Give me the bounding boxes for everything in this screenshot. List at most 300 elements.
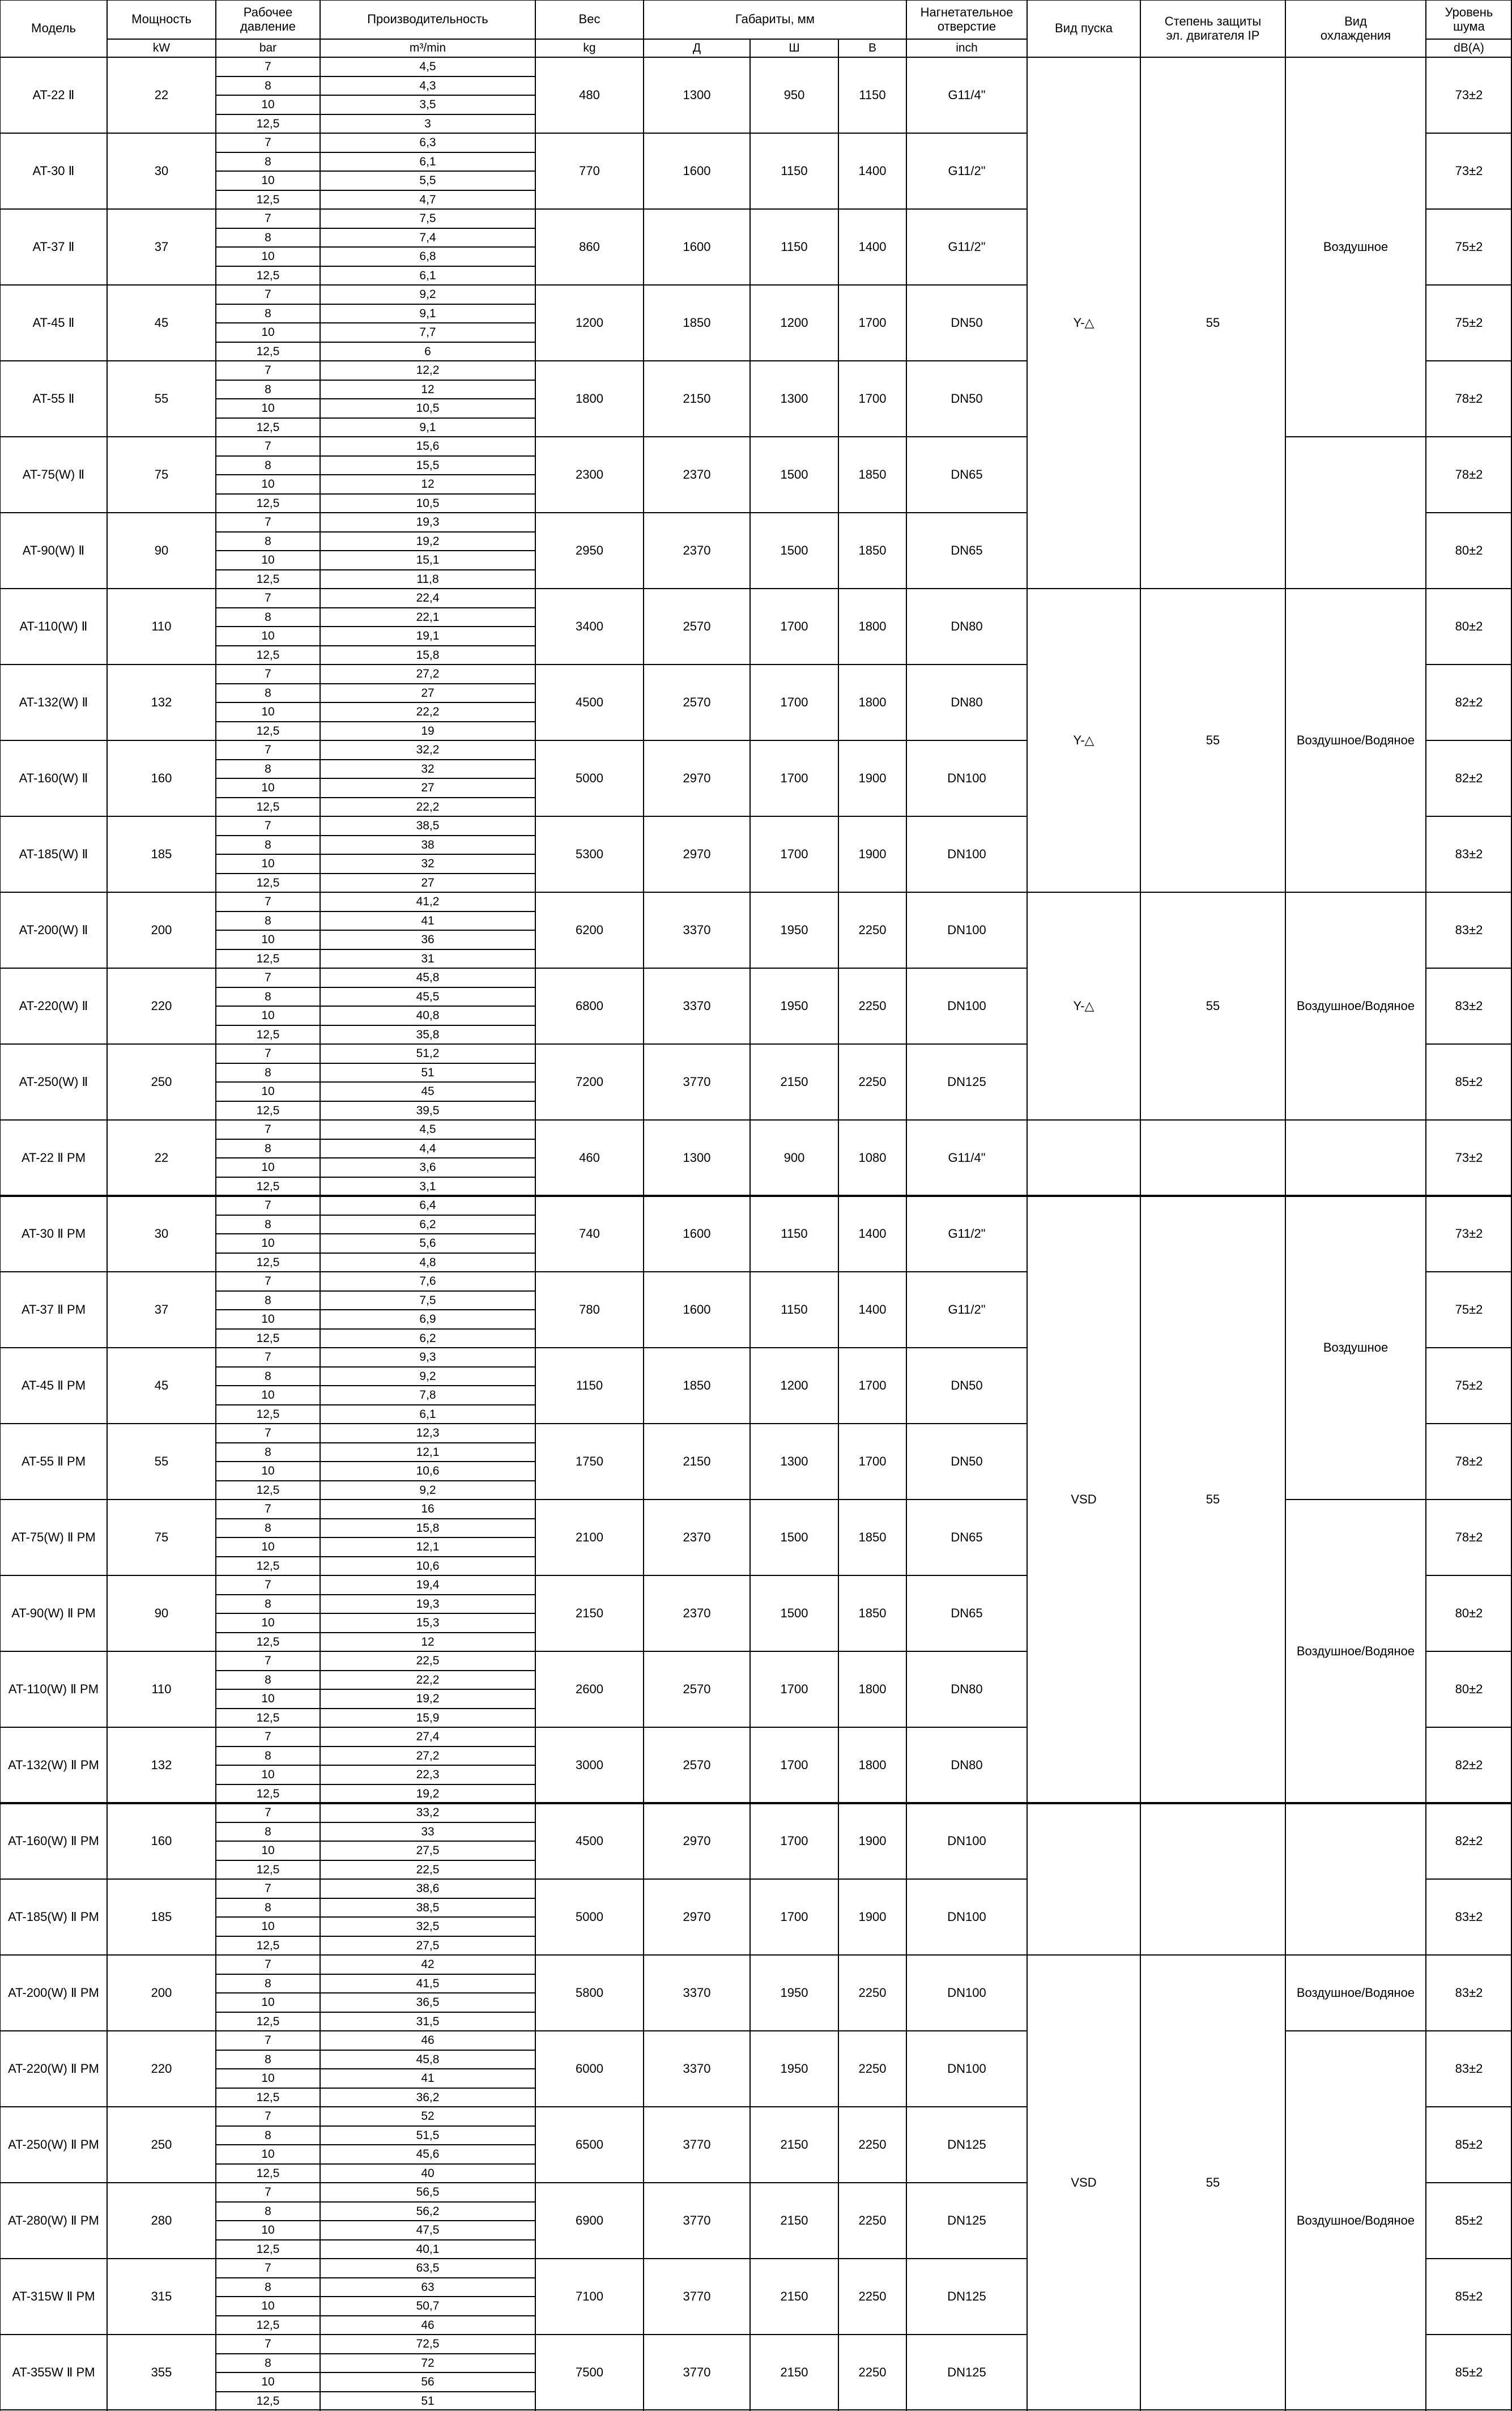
- capacity-value: 45,6: [416, 2148, 440, 2161]
- model-name: AT-185(W) Ⅱ PM: [8, 1909, 99, 1924]
- model-height: 1800: [858, 1757, 887, 1772]
- model-length: 3370: [683, 998, 711, 1013]
- grid-line: [216, 380, 536, 381]
- pressure-value: 12,5: [256, 117, 280, 130]
- model-name: AT-220(W) Ⅱ PM: [8, 2061, 99, 2076]
- grid-line: [1285, 0, 1286, 2411]
- capacity-value: 40,1: [416, 2242, 440, 2256]
- ip-rating: 55: [1206, 2175, 1220, 2190]
- model-noise: 73±2: [1455, 87, 1483, 102]
- pressure-value: 8: [265, 231, 271, 244]
- pressure-value: 7: [265, 1351, 271, 1364]
- pressure-value: 12,5: [256, 420, 280, 434]
- pressure-value: 12,5: [256, 1407, 280, 1421]
- unit-weight: kg: [583, 41, 596, 55]
- capacity-value: 11,8: [416, 572, 439, 586]
- capacity-value: 27: [421, 781, 435, 795]
- model-width: 900: [783, 1150, 805, 1165]
- model-power: 90: [154, 1605, 169, 1620]
- model-width: 1500: [780, 543, 808, 557]
- grid-line: [0, 1119, 1028, 1121]
- model-noise: 78±2: [1455, 1454, 1483, 1468]
- capacity-value: 27,5: [416, 1939, 440, 1952]
- capacity-value: 6,3: [419, 136, 436, 150]
- capacity-value: 22,3: [416, 1768, 440, 1782]
- model-power: 315: [151, 2289, 172, 2303]
- model-weight: 860: [579, 239, 600, 254]
- model-width: 1150: [781, 1302, 808, 1317]
- pressure-value: 7: [265, 1578, 271, 1592]
- grid-line: [216, 2296, 536, 2297]
- grid-line: [1027, 1954, 1141, 1956]
- capacity-value: 7,7: [419, 326, 436, 339]
- start-type: Y-△: [1073, 732, 1094, 747]
- pressure-value: 8: [265, 458, 271, 472]
- pressure-value: 7: [265, 895, 271, 909]
- model-weight: 740: [579, 1226, 600, 1241]
- grid-line: [906, 0, 907, 2411]
- capacity-value: 47,5: [416, 2223, 440, 2237]
- model-width: 2150: [780, 1074, 808, 1089]
- model-width: 1700: [780, 1833, 808, 1848]
- pressure-value: 7: [265, 1123, 271, 1136]
- grid-line: [1140, 1195, 1286, 1197]
- model-noise: 75±2: [1455, 1302, 1483, 1317]
- grid-line: [1426, 436, 1512, 437]
- pressure-value: 8: [265, 1217, 271, 1231]
- pressure-value: 12,5: [256, 876, 280, 889]
- pressure-value: 12,5: [256, 1331, 280, 1345]
- pressure-value: 10: [261, 250, 275, 263]
- model-length: 2970: [683, 1833, 711, 1848]
- grid-line: [216, 493, 536, 495]
- header-capacity: Производительность: [367, 12, 488, 27]
- grid-line: [1426, 133, 1512, 134]
- model-weight: 3400: [576, 619, 603, 633]
- capacity-value: 12: [421, 1635, 435, 1648]
- model-power: 110: [151, 1681, 172, 1696]
- grid-line: [216, 1139, 536, 1140]
- model-noise: 75±2: [1455, 239, 1483, 254]
- pressure-value: 7: [265, 1654, 271, 1668]
- model-name: AT-45 Ⅱ PM: [21, 1378, 86, 1392]
- pressure-value: 8: [265, 2356, 271, 2370]
- grid-line: [216, 1689, 536, 1690]
- cooling-type: Воздушное: [1323, 239, 1389, 254]
- capacity-value: 51: [421, 1066, 435, 1079]
- pressure-value: 10: [261, 1920, 275, 1933]
- model-length: 1600: [683, 1226, 711, 1241]
- model-length: 2570: [683, 619, 711, 633]
- model-height: 1400: [858, 163, 887, 178]
- grid-line: [216, 2391, 536, 2392]
- grid-line: [216, 778, 536, 779]
- pressure-value: 7: [265, 743, 271, 757]
- grid-line: [1426, 1119, 1512, 1121]
- model-name: AT-90(W) Ⅱ PM: [11, 1605, 96, 1620]
- pressure-value: 8: [265, 1825, 271, 1838]
- capacity-value: 3,6: [419, 1161, 436, 1174]
- pressure-value: 8: [265, 1901, 271, 1914]
- capacity-value: 22,2: [416, 705, 440, 719]
- pressure-value: 10: [261, 1616, 275, 1630]
- pressure-value: 10: [261, 402, 275, 415]
- capacity-value: 22,4: [416, 591, 440, 605]
- model-power: 22: [154, 1150, 169, 1165]
- capacity-value: 35,8: [416, 1028, 440, 1041]
- pressure-value: 8: [265, 382, 271, 396]
- capacity-value: 15,8: [416, 648, 440, 662]
- grid-line: [1426, 2182, 1512, 2183]
- capacity-value: 7,6: [419, 1275, 436, 1288]
- grid-line: [216, 873, 536, 874]
- model-height: 1700: [858, 315, 887, 330]
- model-length: 3370: [683, 2061, 711, 2076]
- capacity-value: 33,2: [416, 1806, 440, 1820]
- pressure-value: 7: [265, 2337, 271, 2351]
- capacity-value: 32,5: [416, 1920, 440, 1933]
- grid-line: [1426, 208, 1512, 210]
- model-width: 1700: [780, 619, 808, 633]
- model-power: 250: [151, 2137, 172, 2152]
- pressure-value: 10: [261, 1237, 275, 1250]
- model-height: 2250: [858, 2365, 887, 2379]
- grid-line: [1140, 1119, 1286, 1121]
- model-power: 37: [154, 1302, 169, 1317]
- grid-line: [216, 2315, 536, 2316]
- pressure-value: 7: [265, 2110, 271, 2123]
- capacity-value: 7,4: [419, 231, 436, 244]
- capacity-value: 27,5: [416, 1844, 440, 1858]
- model-width: 2150: [780, 2365, 808, 2379]
- capacity-value: 10,5: [416, 496, 440, 510]
- model-power: 30: [154, 1226, 169, 1241]
- model-height: 1800: [858, 619, 887, 633]
- header-pressure: Рабочее давление: [240, 5, 296, 33]
- model-name: AT-90(W) Ⅱ: [22, 543, 85, 557]
- pressure-value: 8: [265, 1369, 271, 1383]
- grid-line: [1426, 2030, 1512, 2031]
- capacity-value: 51: [421, 2394, 435, 2408]
- unit-height: В: [868, 41, 876, 55]
- capacity-value: 45,5: [416, 990, 440, 1003]
- grid-line: [1140, 588, 1286, 589]
- grid-line: [216, 95, 536, 96]
- grid-line: [1426, 360, 1512, 361]
- grid-line: [216, 1556, 536, 1557]
- model-power: 37: [154, 239, 169, 254]
- pressure-value: 10: [261, 98, 275, 112]
- pressure-value: 7: [265, 1502, 271, 1516]
- pressure-value: 10: [261, 478, 275, 491]
- model-length: 1600: [683, 163, 711, 178]
- grid-line: [216, 1860, 536, 1861]
- pressure-value: 12,5: [256, 1255, 280, 1269]
- grid-line: [216, 1461, 536, 1462]
- start-type: Y-△: [1073, 998, 1094, 1013]
- grid-line: [1027, 588, 1141, 589]
- grid-line: [0, 1575, 1028, 1576]
- grid-line: [216, 1309, 536, 1310]
- grid-line: [216, 152, 536, 153]
- capacity-value: 22,1: [416, 610, 440, 624]
- model-outlet: DN100: [947, 998, 986, 1013]
- pressure-value: 10: [261, 2299, 275, 2313]
- capacity-value: 15,8: [416, 1521, 440, 1535]
- capacity-value: 4,5: [419, 60, 436, 74]
- pressure-value: 8: [265, 155, 271, 168]
- pressure-value: 8: [265, 1445, 271, 1459]
- model-noise: 83±2: [1455, 846, 1483, 861]
- grid-line: [216, 2277, 536, 2278]
- grid-line: [216, 342, 536, 343]
- grid-line: [1426, 2258, 1512, 2259]
- grid-line: [1027, 0, 1028, 2411]
- capacity-value: 42: [421, 1958, 435, 1971]
- model-width: 2150: [780, 2289, 808, 2303]
- grid-line: [1426, 1954, 1512, 1956]
- capacity-value: 9,2: [419, 1483, 436, 1497]
- model-weight: 780: [579, 1302, 600, 1317]
- grid-line: [216, 2163, 536, 2165]
- grid-line: [0, 892, 1028, 893]
- capacity-value: 9,3: [419, 1351, 436, 1364]
- model-length: 1600: [683, 239, 711, 254]
- model-length: 2970: [683, 846, 711, 861]
- pressure-value: 10: [261, 326, 275, 339]
- grid-line: [1426, 1727, 1512, 1728]
- grid-line: [216, 930, 536, 931]
- grid-line: [216, 550, 536, 551]
- model-noise: 75±2: [1455, 1378, 1483, 1392]
- grid-line: [216, 987, 536, 988]
- capacity-value: 9,1: [419, 306, 436, 320]
- pressure-value: 7: [265, 516, 271, 529]
- model-weight: 460: [579, 1150, 600, 1165]
- capacity-value: 41,5: [416, 1976, 440, 1990]
- grid-line: [216, 1708, 536, 1709]
- grid-line: [1140, 892, 1286, 893]
- grid-line: [1426, 1499, 1512, 1500]
- capacity-value: 56,5: [416, 2186, 440, 2199]
- capacity-value: 46: [421, 2318, 435, 2332]
- capacity-value: 12: [421, 382, 435, 396]
- pressure-value: 12,5: [256, 1787, 280, 1800]
- model-noise: 82±2: [1455, 770, 1483, 785]
- grid-line: [216, 1518, 536, 1519]
- model-weight: 2950: [576, 543, 603, 557]
- pressure-value: 12,5: [256, 1635, 280, 1648]
- capacity-value: 19: [421, 724, 435, 738]
- model-noise: 85±2: [1455, 2365, 1483, 2379]
- grid-line: [0, 588, 1028, 589]
- model-outlet: DN65: [951, 467, 983, 482]
- model-height: 1900: [858, 1833, 887, 1848]
- model-power: 185: [151, 1909, 172, 1924]
- model-weight: 7200: [576, 1074, 603, 1089]
- grid-line: [1426, 39, 1512, 40]
- model-noise: 73±2: [1455, 1150, 1483, 1165]
- pressure-value: 10: [261, 553, 275, 567]
- model-noise: 73±2: [1455, 1226, 1483, 1241]
- capacity-value: 38,5: [416, 1901, 440, 1914]
- pressure-value: 12,5: [256, 952, 280, 965]
- pressure-value: 12,5: [256, 2166, 280, 2180]
- model-name: AT-75(W) Ⅱ PM: [11, 1530, 96, 1544]
- model-width: 2150: [780, 2213, 808, 2227]
- capacity-value: 22,2: [416, 800, 440, 813]
- model-power: 280: [151, 2213, 172, 2227]
- grid-line: [0, 1423, 1028, 1424]
- model-name: AT-30 Ⅱ PM: [21, 1226, 86, 1241]
- capacity-value: 6,1: [419, 1407, 436, 1421]
- grid-line: [1285, 1802, 1426, 1804]
- model-length: 2970: [683, 770, 711, 785]
- model-noise: 75±2: [1455, 315, 1483, 330]
- grid-line: [1425, 0, 1426, 2411]
- capacity-value: 40: [421, 2166, 435, 2180]
- model-noise: 80±2: [1455, 1605, 1483, 1620]
- model-height: 1080: [858, 1150, 887, 1165]
- model-name: AT-55 Ⅱ PM: [21, 1454, 86, 1468]
- model-length: 3370: [683, 1985, 711, 2000]
- grid-line: [0, 1954, 1028, 1956]
- pressure-value: 12,5: [256, 1179, 280, 1193]
- ip-rating: 55: [1206, 998, 1220, 1013]
- cooling-type: [1285, 437, 1426, 589]
- pressure-value: 10: [261, 1388, 275, 1402]
- model-power: 22: [154, 87, 169, 102]
- grid-line: [216, 2088, 536, 2089]
- model-outlet: DN100: [947, 922, 986, 937]
- capacity-value: 52: [421, 2110, 435, 2123]
- pressure-value: 10: [261, 781, 275, 795]
- capacity-value: 19,3: [416, 1597, 440, 1611]
- grid-line: [1027, 1195, 1141, 1197]
- pressure-value: 8: [265, 914, 271, 927]
- grid-line: [216, 1081, 536, 1083]
- model-length: 2970: [683, 1909, 711, 1924]
- grid-line: [216, 1442, 536, 1443]
- model-outlet: G11/4": [948, 87, 986, 102]
- pressure-value: 12,5: [256, 496, 280, 510]
- grid-line: [216, 721, 536, 722]
- pressure-value: 10: [261, 629, 275, 643]
- pressure-value: 12,5: [256, 648, 280, 662]
- model-weight: 6200: [576, 922, 603, 937]
- model-power: 185: [151, 846, 172, 861]
- pressure-value: 12,5: [256, 1483, 280, 1497]
- model-length: 1300: [683, 1150, 711, 1165]
- model-length: 1850: [683, 315, 711, 330]
- unit-length: Д: [692, 41, 701, 55]
- model-outlet: DN125: [947, 2289, 986, 2303]
- model-outlet: DN125: [947, 2365, 986, 2379]
- model-outlet: DN80: [951, 1681, 983, 1696]
- grid-line: [0, 2334, 1028, 2335]
- model-height: 2250: [858, 2137, 887, 2152]
- pressure-value: 7: [265, 2034, 271, 2047]
- grid-line: [0, 1499, 1028, 1500]
- ip-rating: 55: [1206, 315, 1220, 330]
- capacity-value: 19,3: [416, 516, 440, 529]
- capacity-value: 22,5: [416, 1654, 440, 1668]
- capacity-value: 3,1: [419, 1179, 436, 1193]
- model-height: 1900: [858, 1909, 887, 1924]
- pressure-value: 7: [265, 1806, 271, 1820]
- model-height: 2250: [858, 1074, 887, 1089]
- model-width: 950: [783, 87, 805, 102]
- model-width: 1700: [780, 695, 808, 709]
- model-name: AT-185(W) Ⅱ: [19, 846, 88, 861]
- capacity-value: 27,4: [416, 1730, 440, 1744]
- capacity-value: 6,4: [419, 1199, 436, 1212]
- model-outlet: DN125: [947, 2213, 986, 2227]
- grid-line: [1027, 892, 1141, 893]
- grid-line: [216, 1215, 536, 1216]
- capacity-value: 27: [421, 876, 435, 889]
- model-noise: 83±2: [1455, 998, 1483, 1013]
- grid-line: [1426, 1423, 1512, 1424]
- grid-line: [216, 1632, 536, 1633]
- grid-line: [216, 1233, 536, 1234]
- grid-line: [216, 1480, 536, 1481]
- model-outlet: DN100: [947, 1985, 986, 2000]
- capacity-value: 3: [424, 117, 431, 130]
- model-height: 2250: [858, 2213, 887, 2227]
- grid-line: [216, 1025, 536, 1026]
- model-name: AT-132(W) Ⅱ PM: [8, 1757, 99, 1772]
- model-weight: 2300: [576, 467, 603, 482]
- pressure-value: 7: [265, 60, 271, 74]
- pressure-value: 7: [265, 2261, 271, 2275]
- capacity-value: 36,5: [416, 1996, 440, 2009]
- model-length: 1300: [683, 87, 711, 102]
- capacity-value: 7,5: [419, 212, 436, 225]
- model-length: 2370: [683, 543, 711, 557]
- model-height: 1400: [858, 239, 887, 254]
- model-name: AT-160(W) Ⅱ: [19, 770, 88, 785]
- grid-line: [216, 1404, 536, 1405]
- capacity-value: 19,4: [416, 1578, 440, 1592]
- grid-line: [1426, 968, 1512, 969]
- model-length: 1600: [683, 1302, 711, 1317]
- model-length: 3770: [683, 2365, 711, 2379]
- capacity-value: 19,2: [416, 1692, 440, 1706]
- grid-line: [216, 1613, 536, 1614]
- model-power: 355: [151, 2365, 172, 2379]
- pressure-value: 8: [265, 610, 271, 624]
- model-name: AT-37 Ⅱ PM: [21, 1302, 86, 1317]
- model-power: 200: [151, 922, 172, 937]
- pressure-value: 10: [261, 2223, 275, 2237]
- grid-line: [216, 1006, 536, 1007]
- grid-line: [1426, 1802, 1512, 1804]
- model-noise: 85±2: [1455, 2213, 1483, 2227]
- capacity-value: 39,5: [416, 1104, 440, 1117]
- model-outlet: DN100: [947, 846, 986, 861]
- model-noise: 85±2: [1455, 2137, 1483, 2152]
- model-outlet: DN100: [947, 1909, 986, 1924]
- grid-line: [1426, 1043, 1512, 1045]
- model-width: 1200: [780, 315, 808, 330]
- pressure-value: 7: [265, 440, 271, 453]
- model-weight: 1200: [576, 315, 603, 330]
- grid-line: [216, 1992, 536, 1993]
- pressure-value: 12,5: [256, 572, 280, 586]
- pressure-value: 12,5: [256, 1028, 280, 1041]
- grid-line: [1140, 0, 1141, 2411]
